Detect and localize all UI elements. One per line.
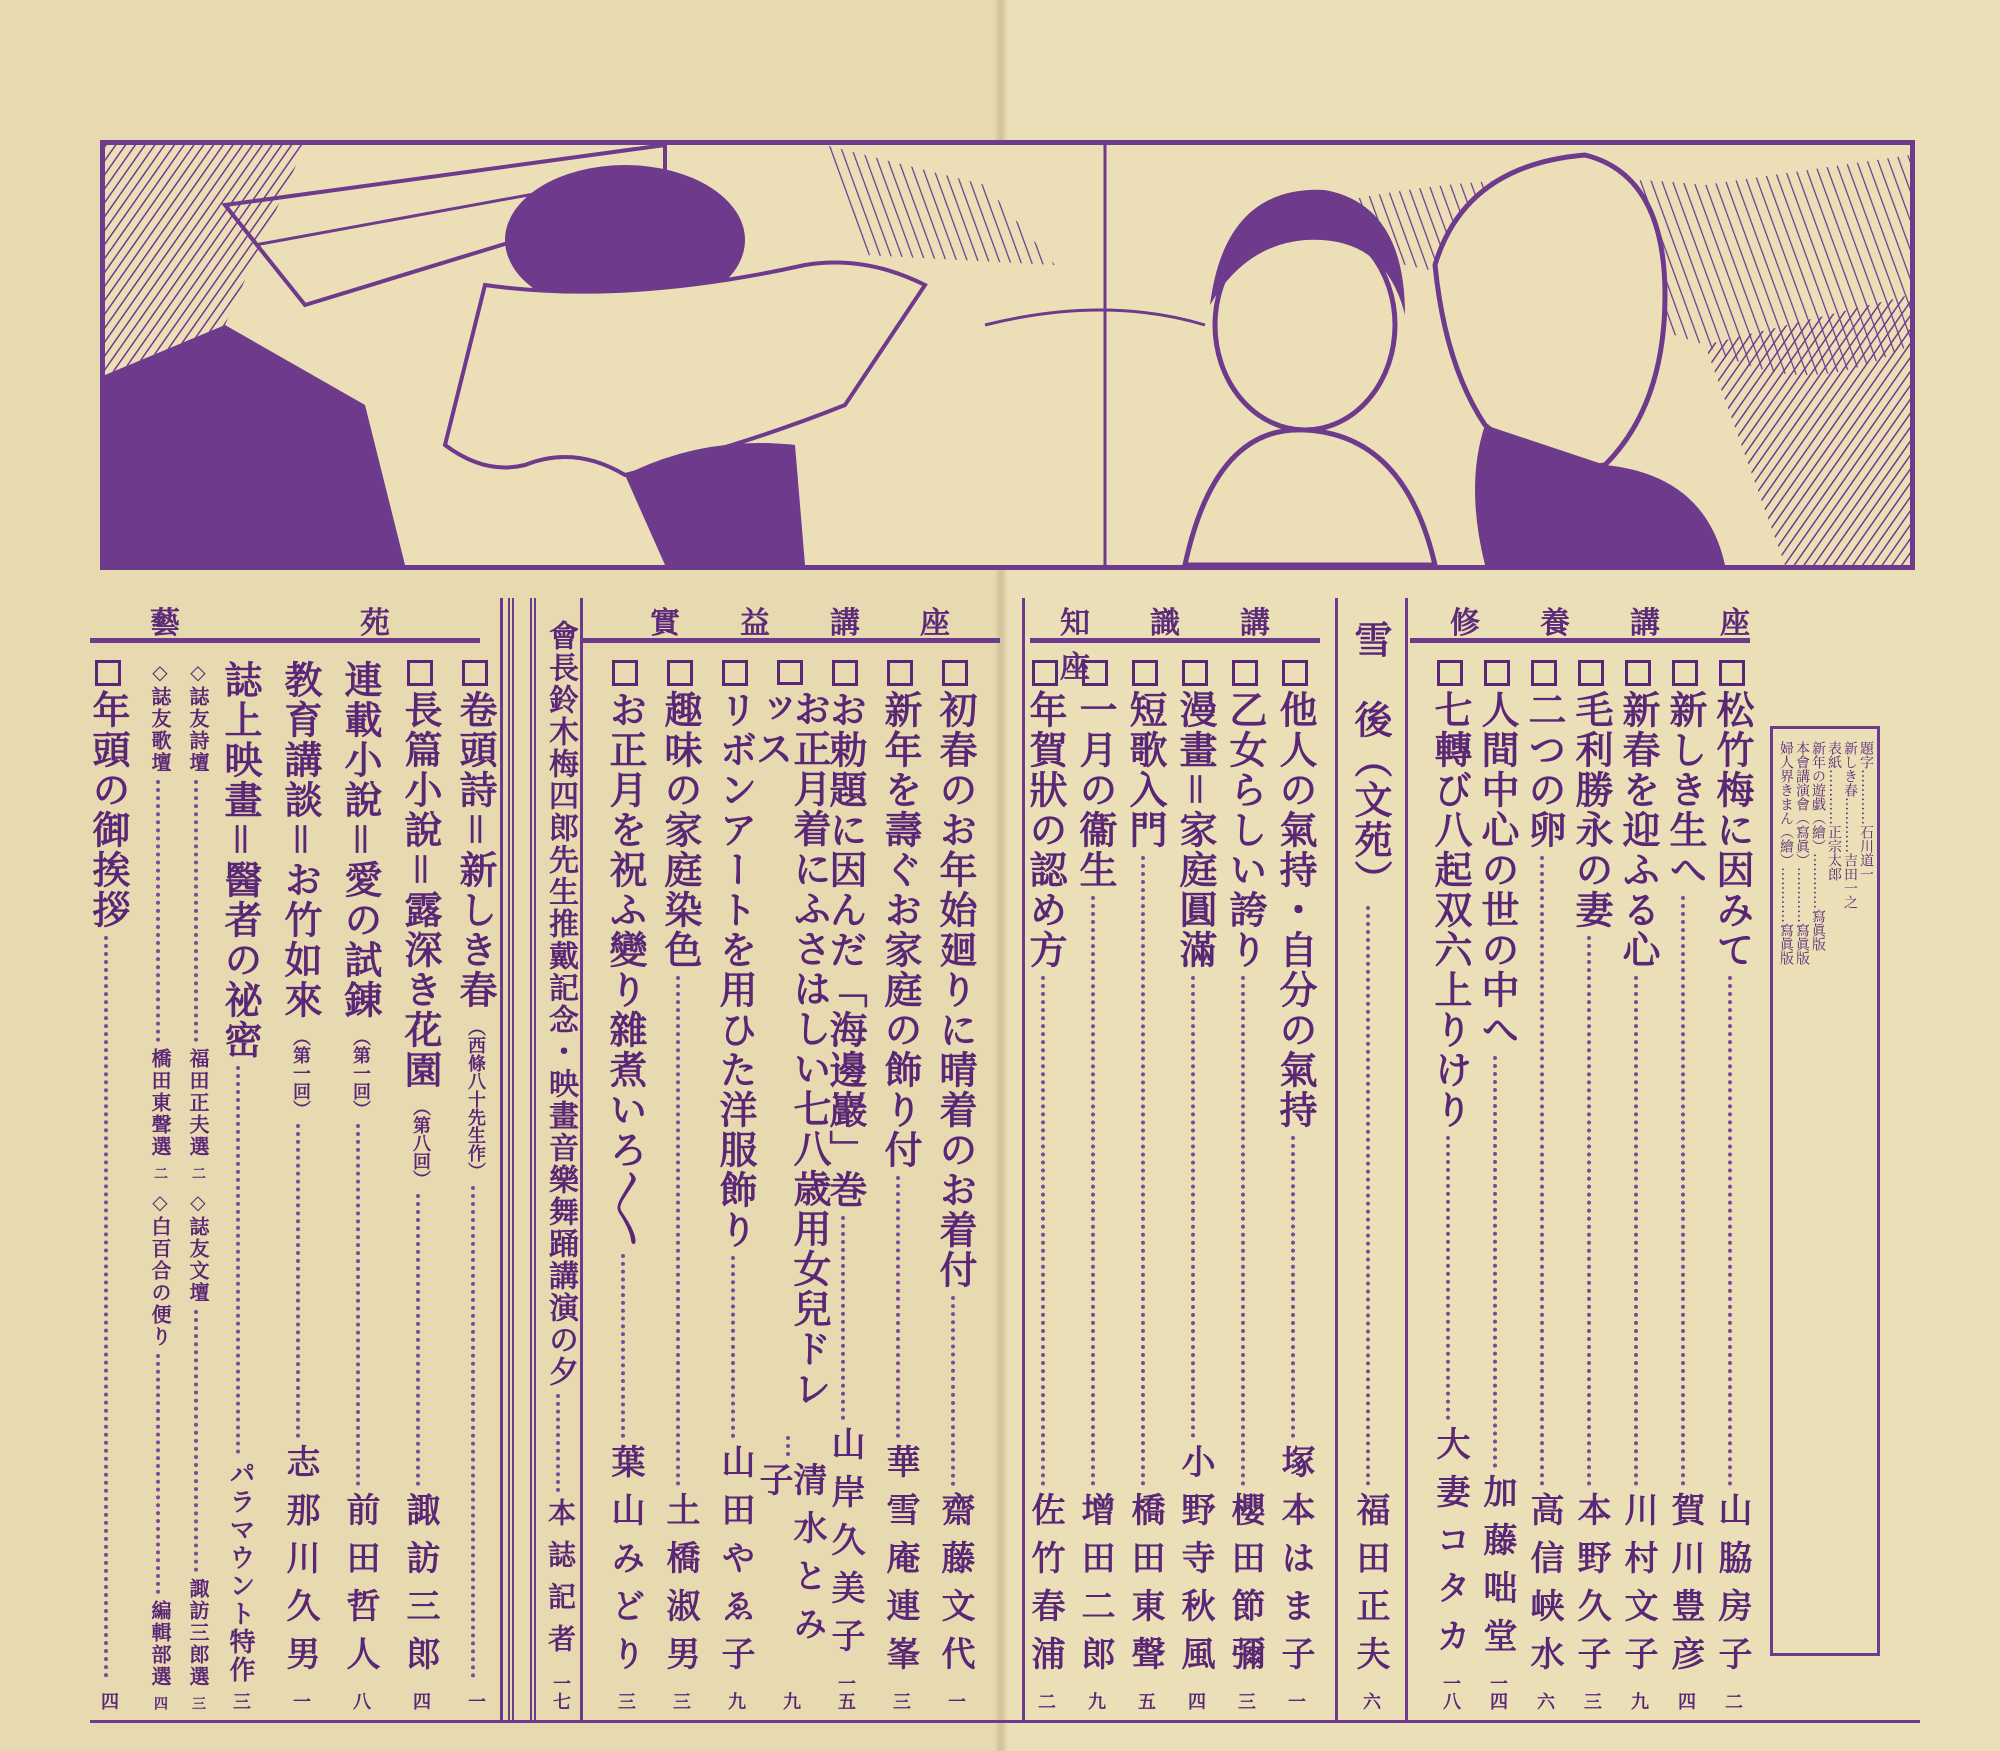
item-author: 增田二郎 [1075, 1492, 1115, 1684]
section-header-jitsueki [580, 598, 1000, 643]
leader-dots [676, 976, 684, 1486]
leader-dots [1091, 896, 1099, 1486]
item-author: 佐竹春浦 [1025, 1492, 1065, 1684]
item-title: ◇誌友詩壇 [186, 660, 210, 774]
list-item [338, 660, 383, 1710]
leader-dots [356, 1124, 364, 1486]
checkbox-icon [1625, 660, 1651, 686]
item-author: 大妻コタカ [1430, 1426, 1470, 1666]
item-page: 九 [725, 1692, 746, 1710]
item-title: ◇誌友歌壇 [148, 660, 172, 774]
item-page: 九 [1085, 1692, 1106, 1710]
sidebox-line: 新年の遊戯（繪）…………寫眞版 [1810, 741, 1826, 951]
leader-dots [194, 780, 202, 1042]
item-title: リボンアートを用ひた洋服飾り [713, 690, 758, 1250]
item-title: 教育講談＝お竹如來 [278, 660, 323, 1021]
section-title-shuyo: 修 養 講 座 [1450, 606, 1750, 641]
checkbox-icon [1232, 660, 1258, 686]
item-page: 四 [98, 1692, 119, 1710]
item-page: 二 [152, 1166, 168, 1180]
list-item [278, 660, 323, 1710]
list-item [713, 660, 758, 1710]
leader-dots [296, 1124, 304, 1438]
item-page: 四 [410, 1692, 431, 1710]
sidebox-line: 本會講演會（寫眞）…………寫眞版 [1794, 741, 1810, 965]
checkbox-icon [1672, 660, 1698, 686]
item-title: 漫畫＝家庭圓滿 [1173, 690, 1218, 971]
item-author: 諏訪三郎 [400, 1492, 440, 1684]
item-author: 土橋淑男 [660, 1492, 700, 1684]
item-title: 乙女らしい誇り [1223, 690, 1268, 970]
divider-line [580, 598, 583, 1723]
item-title: 一月の衞生 [1073, 690, 1118, 890]
item-page: 一 [290, 1692, 311, 1710]
list-item [658, 660, 703, 1710]
leader-dots [156, 1354, 164, 1594]
item-page: 一 [465, 1692, 486, 1710]
item-author: 齋藤文代 [935, 1492, 975, 1684]
list-item [1223, 660, 1268, 1710]
list-item [1428, 660, 1473, 1710]
item-author: パラマウント特作 [225, 1460, 255, 1684]
checkbox-icon [777, 660, 803, 685]
list-item-small [140, 1190, 180, 1710]
item-title: 新しき生へ [1663, 690, 1708, 890]
section-header-chishiki [1030, 598, 1330, 685]
section-header-bungei [90, 598, 480, 643]
leader-dots [1366, 906, 1374, 1486]
item-title: お正月を祝ふ變り雜煮いろ〳〵 [603, 690, 648, 1248]
section-header-shuyo [1410, 598, 1750, 643]
list-item [1073, 660, 1118, 1710]
checkbox-icon [612, 660, 638, 686]
leader-dots [156, 780, 164, 1042]
item-page: 六 [1534, 1692, 1555, 1710]
item-page: 六 [1360, 1692, 1381, 1710]
checkbox-icon [832, 660, 858, 686]
leader-dots [731, 1256, 739, 1438]
checkbox-icon [1484, 660, 1510, 686]
leader-dots [194, 1310, 202, 1572]
item-title: 七轉び八起双六上りけり [1428, 690, 1473, 1130]
item-page: 三 [615, 1692, 636, 1710]
list-item [1663, 660, 1708, 1710]
list-item [1616, 660, 1661, 1710]
checkbox-icon [407, 660, 433, 686]
item-title: 短歌入門 [1123, 690, 1168, 850]
list-item [398, 660, 443, 1710]
item-author: 橋田東聲選 [148, 1048, 172, 1158]
item-author: 福田正夫選 [186, 1048, 210, 1158]
sidebox-line: 新しき春…………吉田一之 [1842, 741, 1858, 909]
list-item [1173, 660, 1218, 1710]
item-author: 華雪庵連峯 [880, 1444, 920, 1684]
item-page: 三 [1581, 1692, 1602, 1710]
item-title: 毛利勝永の妻 [1569, 690, 1614, 930]
header-illustration [100, 140, 1915, 570]
item-note: （第一回） [350, 1028, 371, 1119]
item-page: 一 [1285, 1692, 1306, 1710]
item-page: 二 [1035, 1692, 1056, 1710]
leader-dots [621, 1254, 629, 1438]
item-page: 八 [350, 1692, 371, 1710]
leader-dots [1634, 976, 1642, 1486]
item-author: 前田哲人 [340, 1492, 380, 1684]
item-title: 誌上映畫＝醫者の祕密 [218, 660, 263, 1061]
item-author: 橋田東聲 [1125, 1492, 1165, 1684]
leader-dots [1041, 976, 1049, 1486]
item-title: 年賀狀の認め方 [1023, 690, 1068, 970]
item-page: 三 [190, 1696, 206, 1710]
section-title-chishiki: 知 識 講 座 [1060, 606, 1330, 685]
item-title: ◇誌友文壇 [186, 1190, 210, 1304]
item-page: 一八 [1440, 1674, 1461, 1710]
leader-dots [1446, 1136, 1454, 1420]
item-page: 三 [1235, 1692, 1256, 1710]
list-item [1522, 660, 1567, 1710]
list-item [1273, 660, 1318, 1710]
item-page: 一五 [835, 1674, 856, 1710]
sidebox-line: 婦人界きまん（繪）…………寫眞版 [1778, 741, 1794, 965]
item-title: お正月着にふさはしい七八歳用女兒ドレッス [749, 688, 832, 1409]
leader-dots [1587, 936, 1595, 1486]
item-title: 長篇小說＝露深き花園 [398, 690, 443, 1091]
special-announcement [540, 620, 580, 1710]
item-author: 塚本はま子 [1275, 1444, 1315, 1684]
item-title: 趣味の家庭染色 [658, 690, 703, 970]
special-text: 會長鈴木梅四郎先生推戴記念・映畫音樂舞踊講演の夕 [543, 620, 578, 1388]
list-item [1710, 660, 1755, 1710]
special-page: 一七 [550, 1674, 571, 1710]
item-page: 一四 [1487, 1674, 1508, 1710]
list-item [1475, 660, 1520, 1710]
item-author: 櫻田節彌 [1225, 1492, 1265, 1684]
item-title: 年頭の御挨拶 [86, 690, 131, 930]
checkbox-icon [1578, 660, 1604, 686]
item-page: 九 [780, 1692, 801, 1710]
item-title: ◇白百合の便り [148, 1190, 172, 1348]
item-title: 他人の氣持・自分の氣持 [1273, 690, 1318, 1130]
special-frame [508, 598, 536, 1723]
checkbox-icon [722, 660, 748, 686]
list-item-shugo [1348, 620, 1393, 1710]
leader-dots [1681, 896, 1689, 1486]
leader-dots [1493, 1056, 1501, 1468]
list-item [1569, 660, 1614, 1710]
checkbox-icon [1132, 660, 1158, 686]
illustrations-box [1770, 726, 1880, 1656]
checkbox-icon [1531, 660, 1557, 686]
checkbox-icon [462, 660, 488, 686]
checkbox-icon [95, 660, 121, 686]
item-title: 連載小說＝愛の試錬 [338, 660, 383, 1021]
list-item [1023, 660, 1068, 1710]
leader-dots [1191, 976, 1199, 1438]
list-item [878, 660, 923, 1710]
leader-dots [236, 1066, 244, 1454]
item-author: 山田やゑ子 [715, 1444, 755, 1684]
divider-line [1405, 598, 1408, 1723]
item-page: 二 [1722, 1692, 1743, 1710]
item-author: 福田正夫 [1350, 1492, 1390, 1684]
list-item-greeting [86, 660, 131, 1710]
leader-dots [951, 1296, 959, 1486]
list-item [603, 660, 648, 1710]
leader-dots [786, 1436, 794, 1456]
item-page: 四 [1185, 1692, 1206, 1710]
list-item [453, 660, 498, 1710]
special-author: 本誌記者 [544, 1498, 577, 1666]
list-item [1123, 660, 1168, 1710]
checkbox-icon [942, 660, 968, 686]
checkbox-icon [887, 660, 913, 686]
item-author: 小野寺秋風 [1175, 1444, 1215, 1684]
checkbox-icon [1719, 660, 1745, 686]
checkbox-icon [1082, 660, 1108, 686]
leader-dots [1141, 856, 1149, 1486]
item-author: 賀川豊彦 [1665, 1492, 1705, 1684]
item-title: 新年を壽ぐお家庭の飾り付 [878, 690, 923, 1170]
item-page: 三 [230, 1692, 251, 1710]
item-author: 山岸久美子 [825, 1426, 865, 1666]
illustration-artwork [105, 145, 1910, 565]
leader-dots [104, 936, 112, 1678]
item-title: 初春のお年始廻りに晴着のお着付 [933, 690, 978, 1290]
item-title: 二つの卵 [1522, 690, 1567, 850]
leader-dots [556, 1394, 564, 1492]
item-author: 高信峡水 [1524, 1492, 1564, 1684]
item-page: 一 [945, 1692, 966, 1710]
item-title: 卷頭詩＝新しき春 [453, 690, 498, 1011]
item-title: 雪 後（文苑） [1348, 620, 1393, 900]
item-note: （西條八十先生作） [465, 1018, 486, 1181]
list-item [218, 660, 263, 1710]
list-item-small [178, 1190, 218, 1710]
leader-dots [1291, 1136, 1299, 1438]
leader-dots [471, 1186, 479, 1678]
leader-dots [416, 1194, 424, 1486]
checkbox-icon [1182, 660, 1208, 686]
item-title: お勅題に因んだ「海邊巖」巻 [823, 690, 868, 1210]
item-page: 三 [670, 1692, 691, 1710]
section-title-jitsueki: 實 益 講 座 [650, 606, 950, 641]
sidebox-line: 題字…………石川道一 [1858, 741, 1874, 881]
item-author: 本野久子 [1571, 1492, 1611, 1684]
item-note: （第八回） [410, 1098, 431, 1189]
leader-dots [1728, 976, 1736, 1486]
item-author: 加藤咄堂 [1477, 1474, 1517, 1666]
item-title: 松竹梅に因みて [1710, 690, 1755, 970]
list-item-small [178, 660, 218, 1180]
divider-line [1335, 598, 1338, 1723]
item-title: 新春を迎ふる心 [1616, 690, 1661, 970]
section-title-bungei: 藝 苑 [150, 606, 390, 641]
leader-dots [1241, 976, 1249, 1486]
item-author: 葉山みどり [605, 1444, 645, 1684]
item-author: 川村文子 [1618, 1492, 1658, 1684]
item-page: 五 [1135, 1692, 1156, 1710]
item-author: 山脇房子 [1712, 1492, 1752, 1684]
item-author: 編輯部選 [148, 1600, 172, 1688]
item-page: 四 [152, 1696, 168, 1710]
list-item [749, 660, 832, 1710]
item-page: 三 [890, 1692, 911, 1710]
leader-dots [841, 1216, 849, 1420]
bottom-rule [90, 1720, 1920, 1723]
checkbox-icon [667, 660, 693, 686]
item-author: 志那川久男 [280, 1444, 320, 1684]
item-author: 諏訪三郎選 [186, 1578, 210, 1688]
item-note: （第一回） [290, 1028, 311, 1119]
list-item [933, 660, 978, 1710]
divider-line [500, 598, 503, 1723]
leader-dots [1540, 856, 1548, 1486]
item-author: 清水とみ子 [753, 1461, 827, 1654]
sidebox-line: 表紙…………正宗太郎 [1826, 741, 1842, 881]
checkbox-icon [1032, 660, 1058, 686]
checkbox-icon [1437, 660, 1463, 686]
item-title: 人間中心の世の中へ [1475, 690, 1520, 1050]
checkbox-icon [1282, 660, 1308, 686]
item-page: 二 [190, 1166, 206, 1180]
item-page: 九 [1628, 1692, 1649, 1710]
divider-line [1022, 598, 1025, 1723]
item-page: 四 [1675, 1692, 1696, 1710]
list-item-small [140, 660, 180, 1180]
leader-dots [896, 1176, 904, 1438]
